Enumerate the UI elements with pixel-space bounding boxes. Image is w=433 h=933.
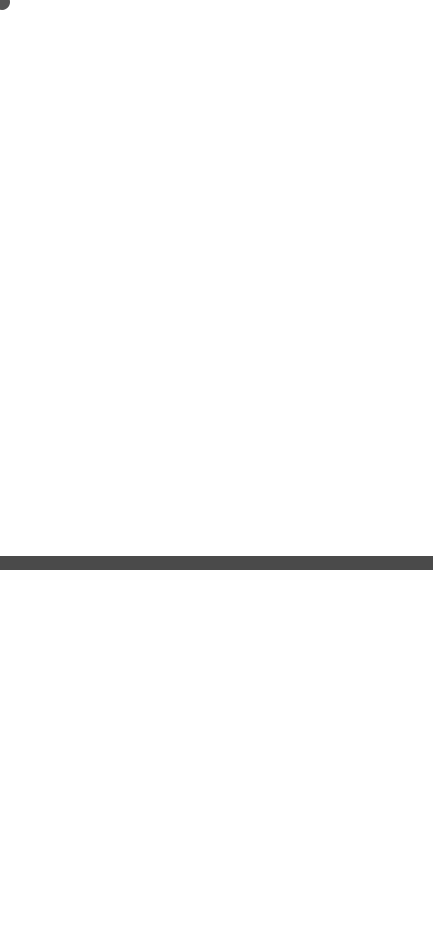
page-divider [0, 556, 433, 570]
corner-bullet-icon [0, 0, 10, 10]
lower-page [0, 570, 433, 933]
